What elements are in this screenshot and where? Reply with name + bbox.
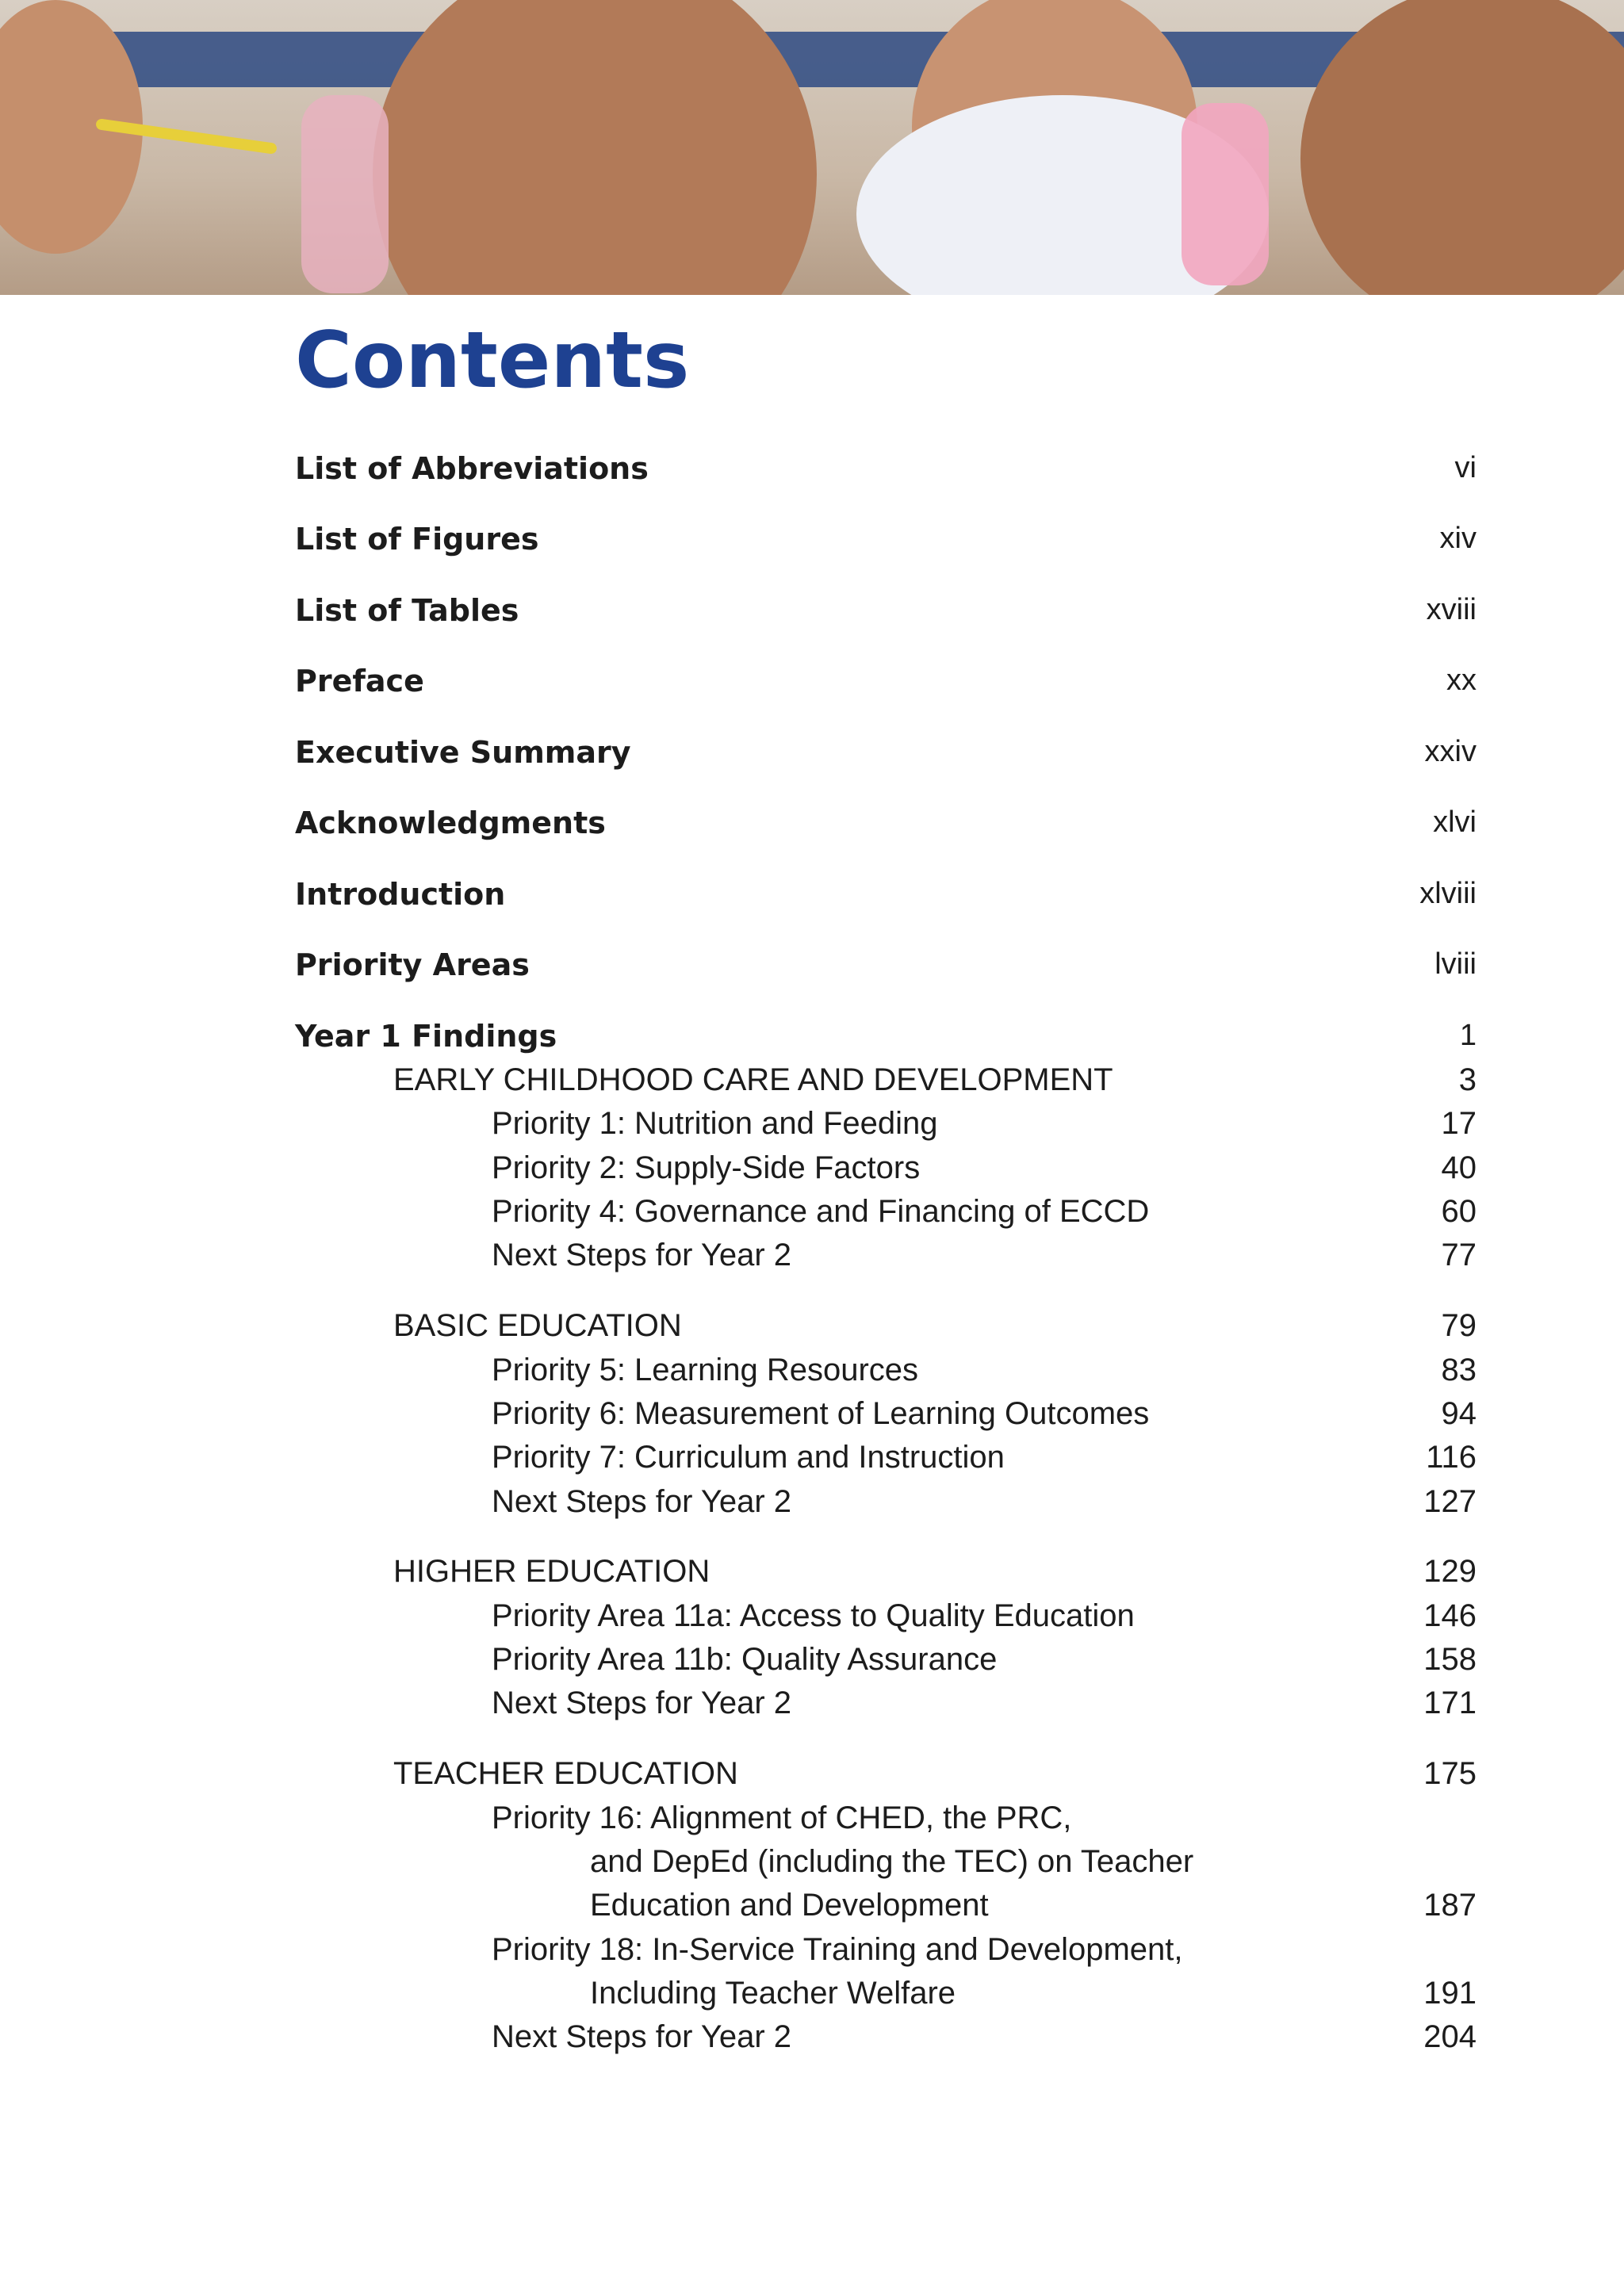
page-title: Contents: [295, 316, 690, 406]
toc-entry[interactable]: [295, 1308, 1477, 1353]
toc-entry[interactable]: [295, 1106, 1477, 1150]
toc-entry-label: Next Steps for Year 2: [492, 1686, 792, 1720]
toc-entry-page-number: 204: [1423, 2019, 1477, 2054]
toc-entry[interactable]: [295, 1554, 1477, 1598]
toc-entry-label: Executive Summary: [295, 735, 631, 770]
child-face-center: [373, 0, 817, 295]
toc-entry-label: Priority 1: Nutrition and Feeding: [492, 1106, 938, 1141]
toc-entry-label: Education and Development: [590, 1888, 989, 1923]
toc-entry-page-number: 3: [1458, 1062, 1477, 1097]
toc-entry[interactable]: [295, 1642, 1477, 1686]
toc-entry[interactable]: [295, 1888, 1477, 1932]
toc-entry-label: List of Figures: [295, 522, 539, 557]
toc-entry-page-number: 129: [1423, 1554, 1477, 1589]
toc-entry[interactable]: [295, 522, 1477, 566]
banner-photo: [0, 0, 1624, 295]
toc-entry-page-number: 77: [1441, 1238, 1477, 1272]
toc-entry-page-number: xx: [1446, 664, 1477, 697]
toc-entry-label: HIGHER EDUCATION: [393, 1554, 710, 1589]
toc-entry-label: Priority Areas: [295, 947, 530, 982]
toc-entry-page-number: 1: [1459, 1019, 1477, 1052]
toc-entry-page-number: xxiv: [1424, 735, 1477, 768]
toc-entry-page-number: 40: [1441, 1150, 1477, 1185]
toc-entry-label: and DepEd (including the TEC) on Teacher: [590, 1844, 1194, 1879]
toc-entry-page-number: xlviii: [1419, 877, 1477, 910]
toc-entry-label: Acknowledgments: [295, 806, 606, 840]
toc-entry[interactable]: [295, 1932, 1477, 1976]
toc-entry[interactable]: [295, 1844, 1477, 1888]
toc-entry-page-number: xlvi: [1433, 806, 1477, 839]
toc-entry[interactable]: [295, 1686, 1477, 1730]
toc-entry[interactable]: [295, 451, 1477, 496]
toc-entry[interactable]: [295, 1440, 1477, 1484]
toc-entry-label: EARLY CHILDHOOD CARE AND DEVELOPMENT: [393, 1062, 1113, 1097]
toc-entry-page-number: 171: [1423, 1686, 1477, 1720]
toc-entry[interactable]: [295, 1062, 1477, 1107]
toc-entry[interactable]: [295, 806, 1477, 850]
toc-entry-page-number: lviii: [1434, 947, 1477, 981]
toc-entry-label: Next Steps for Year 2: [492, 1484, 792, 1519]
toc-entry[interactable]: [295, 664, 1477, 708]
toc-entry-page-number: 146: [1423, 1598, 1477, 1633]
toc-entry[interactable]: [295, 1484, 1477, 1529]
toc-entry[interactable]: [295, 1396, 1477, 1441]
toc-entry-label: List of Tables: [295, 593, 519, 628]
toc-entry[interactable]: [295, 1976, 1477, 2020]
toc-entry-page-number: 191: [1423, 1976, 1477, 2011]
water-bottle-right: [1182, 103, 1269, 285]
water-bottle-left: [301, 95, 389, 293]
child-face-right: [1300, 0, 1624, 295]
toc-entry[interactable]: [295, 1019, 1477, 1063]
toc-entry[interactable]: [295, 1598, 1477, 1643]
toc-entry[interactable]: [295, 2019, 1477, 2064]
toc-entry-label: Next Steps for Year 2: [492, 2019, 792, 2054]
toc-entry-page-number: 17: [1441, 1106, 1477, 1141]
toc-entry-label: Year 1 Findings: [295, 1019, 557, 1054]
toc-entry[interactable]: [295, 1194, 1477, 1238]
toc-entry-page-number: 175: [1423, 1756, 1477, 1791]
toc-entry-label: Next Steps for Year 2: [492, 1238, 792, 1272]
toc-entry[interactable]: [295, 1150, 1477, 1195]
toc-entry-page-number: 60: [1441, 1194, 1477, 1229]
toc-entry-page-number: 158: [1423, 1642, 1477, 1677]
toc-entry-page-number: xviii: [1426, 593, 1477, 626]
toc-entry-label: Priority 16: Alignment of CHED, the PRC,: [492, 1800, 1072, 1835]
toc-entry-label: BASIC EDUCATION: [393, 1308, 682, 1343]
toc-entry-label: Introduction: [295, 877, 506, 912]
toc-entry-label: Priority Area 11a: Access to Quality Education: [492, 1598, 1135, 1633]
toc-entry-page-number: 83: [1441, 1353, 1477, 1387]
toc-entry-page-number: xiv: [1439, 522, 1477, 555]
toc-entry-label: Priority 7: Curriculum and Instruction: [492, 1440, 1005, 1475]
toc-entry-page-number: 127: [1423, 1484, 1477, 1519]
toc-entry-label: Priority 4: Governance and Financing of ECCD: [492, 1194, 1150, 1229]
toc-entry-label: Priority Area 11b: Quality Assurance: [492, 1642, 998, 1677]
toc-entry[interactable]: [295, 1800, 1477, 1845]
toc-entry[interactable]: [295, 1353, 1477, 1397]
toc-entry[interactable]: [295, 593, 1477, 637]
toc-entry-label: Priority 2: Supply-Side Factors: [492, 1150, 921, 1185]
toc-entry-label: Priority 18: In-Service Training and Development,: [492, 1932, 1183, 1967]
toc-entry-label: Priority 5: Learning Resources: [492, 1353, 919, 1387]
toc-entry[interactable]: [295, 1238, 1477, 1282]
toc-entry-page-number: 187: [1423, 1888, 1477, 1923]
toc-entry-label: List of Abbreviations: [295, 451, 649, 486]
toc-entry[interactable]: [295, 877, 1477, 921]
toc-entry-page-number: 116: [1426, 1440, 1477, 1475]
toc-entry[interactable]: [295, 947, 1477, 992]
toc-entry-page-number: vi: [1454, 451, 1477, 484]
toc-entry-label: Preface: [295, 664, 424, 698]
toc-entry-page-number: 94: [1441, 1396, 1477, 1431]
toc-entry-label: TEACHER EDUCATION: [393, 1756, 738, 1791]
toc-entry-label: Priority 6: Measurement of Learning Outcomes: [492, 1396, 1150, 1431]
toc-entry-label: Including Teacher Welfare: [590, 1976, 956, 2011]
toc-entry[interactable]: [295, 1756, 1477, 1800]
toc-entry-page-number: 79: [1441, 1308, 1477, 1343]
toc-entry[interactable]: [295, 735, 1477, 779]
